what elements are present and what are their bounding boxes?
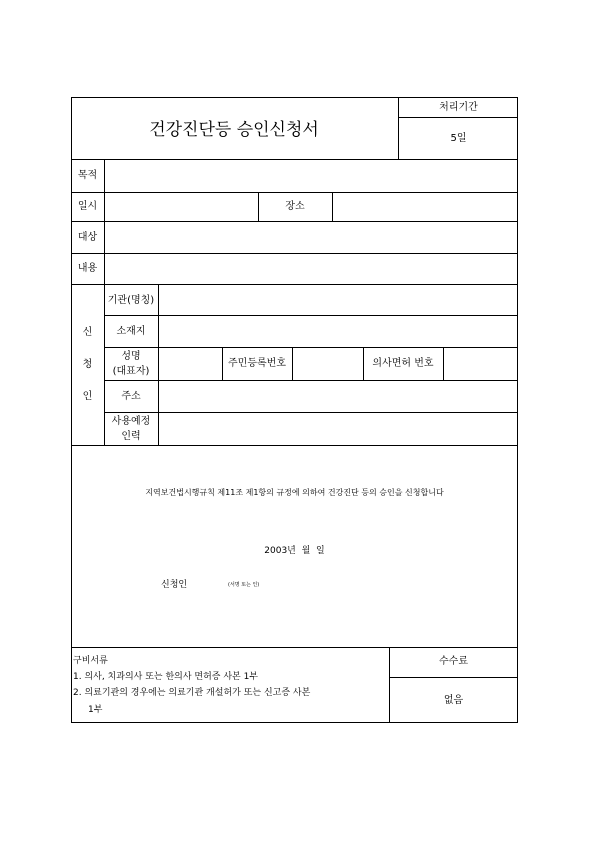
resident-number-label: 주민등록번호	[228, 358, 286, 369]
form-title: 건강진단등 승인신청서	[149, 120, 319, 140]
license-number-label: 의사면허 번호	[372, 358, 434, 369]
rule	[104, 380, 518, 381]
datetime-label: 일시	[77, 201, 98, 212]
rule	[71, 159, 518, 160]
fee-label: 수수료	[439, 656, 468, 667]
rule	[71, 284, 518, 285]
fee-value: 없음	[443, 695, 464, 706]
rule	[104, 315, 518, 316]
name-label-sub: (대표자)	[112, 366, 150, 377]
applicant-signature-label: 신청인	[161, 580, 188, 590]
application-date: 2003년 월 일	[264, 546, 325, 556]
staff-label: 사용예정	[111, 416, 151, 427]
rule	[389, 677, 518, 678]
form-frame	[71, 97, 518, 723]
processing-period-label: 처리기간	[439, 102, 478, 113]
rule	[104, 347, 518, 348]
institution-label: 기관(명칭)	[107, 295, 155, 306]
rule	[71, 221, 518, 222]
rule	[158, 284, 159, 445]
application-statement: 지역보건법시행규칙 제11조 제1항의 규정에 의하여 건강진단 등의 승인을 신청합니다	[145, 488, 444, 497]
applicant-side-char: 청	[82, 359, 93, 370]
name-label: 성명	[121, 351, 141, 362]
address-label: 주소	[121, 391, 141, 402]
applicant-side-char: 신	[82, 327, 93, 338]
required-doc-2: 2. 의료기관의 경우에는 의료기관 개설허가 또는 신고증 사본	[73, 688, 311, 698]
rule	[71, 253, 518, 254]
rule	[71, 445, 518, 446]
rule	[104, 412, 518, 413]
rule	[398, 117, 518, 118]
required-docs-title: 구비서류	[73, 656, 108, 666]
rule	[443, 347, 444, 380]
required-doc-2-continued: 1부	[88, 705, 103, 715]
location-label: 소재지	[116, 326, 146, 337]
processing-period-value: 5일	[450, 133, 467, 144]
rule	[71, 192, 518, 193]
rule	[292, 347, 293, 380]
purpose-label: 목적	[77, 170, 98, 181]
target-label: 대상	[77, 232, 98, 243]
staff-label-sub: 인력	[121, 431, 141, 442]
required-doc-1: 1. 의사, 치과의사 또는 한의사 면허증 사본 1부	[73, 672, 258, 682]
applicant-side-char: 인	[82, 391, 93, 402]
place-label: 장소	[285, 201, 305, 212]
rule	[71, 647, 518, 648]
rule	[332, 192, 333, 221]
content-label: 내용	[77, 263, 98, 274]
signature-note: (서명 또는 인)	[228, 582, 260, 588]
